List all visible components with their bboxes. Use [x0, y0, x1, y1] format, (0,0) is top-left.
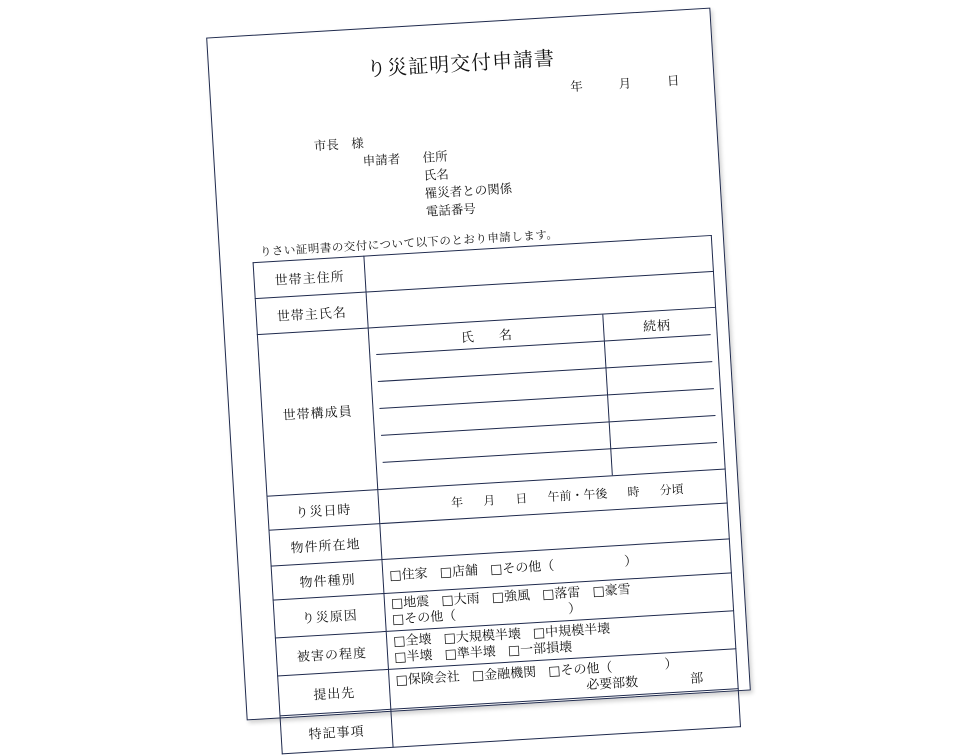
cause-label: り災原因	[273, 594, 386, 639]
remarks-label: 特記事項	[280, 709, 393, 754]
submit-to-close-paren: ）	[664, 656, 678, 672]
cause-checkbox[interactable]: □大雨	[440, 590, 481, 609]
submit-to-checkbox[interactable]: □金融機関	[471, 664, 537, 684]
datetime-label: り災日時	[267, 490, 380, 531]
datetime-year: 年	[450, 495, 464, 510]
addressee: 市長 様	[313, 135, 365, 154]
form-table	[253, 235, 741, 754]
members-col-relation: 続柄	[603, 308, 711, 341]
datetime-day: 日	[514, 491, 528, 507]
location-label: 物件所在地	[269, 524, 382, 567]
damage-checkbox[interactable]: □半壊	[393, 647, 433, 665]
applicant-label: 申請者	[362, 151, 401, 169]
damage-checkbox[interactable]: □準半壊	[444, 643, 497, 663]
damage-checkbox[interactable]: □全壊	[392, 631, 432, 650]
damage-checkbox[interactable]: □中規模半壊	[532, 621, 611, 641]
members-table	[375, 308, 719, 489]
property-type-checkbox[interactable]: □店舗	[439, 562, 479, 581]
submit-to-checkbox[interactable]: □保険会社	[395, 669, 461, 688]
property-type-close-paren: ）	[623, 553, 638, 570]
household-address-label: 世帯主住所	[253, 256, 366, 299]
household-name-label: 世帯主氏名	[255, 292, 368, 335]
cause-checkbox[interactable]: □強風	[491, 587, 531, 606]
members-col-name: 氏 名	[375, 315, 605, 355]
application-form-paper	[206, 8, 751, 743]
submit-to-checkbox[interactable]: □その他（	[547, 660, 613, 679]
cause-checkbox[interactable]: □地震	[390, 593, 430, 612]
cause-checkbox[interactable]: □落雷	[541, 584, 581, 603]
form-title: り災証明交付申請書	[365, 45, 556, 82]
applicant-relation: 罹災者との関係	[424, 180, 513, 201]
members-label: 世帯構成員	[257, 328, 377, 496]
cause-checkbox[interactable]: □その他（	[391, 608, 457, 628]
datetime-month: 月	[482, 493, 496, 508]
copies-label: 必要部数	[585, 674, 639, 693]
members-cell	[368, 307, 725, 489]
property-type-label: 物件種別	[271, 560, 384, 601]
datetime-ampm: 午前・午後	[547, 486, 608, 505]
damage-checkbox[interactable]: □一部損壊	[507, 639, 573, 659]
damage-checkbox[interactable]: □大規模半壊	[443, 626, 522, 647]
date-month: 月	[618, 75, 632, 92]
applicant-phone: 電話番号	[425, 200, 477, 219]
datetime-hour: 時	[627, 484, 640, 500]
cause-checkbox[interactable]: □豪雪	[592, 581, 632, 600]
copies-unit: 部	[689, 670, 704, 687]
applicant-name: 氏名	[423, 166, 450, 183]
applicant-address: 住所	[422, 148, 449, 165]
intro-text: りさい証明書の交付について以下のとおり申請します。	[259, 227, 559, 259]
date-year: 年	[569, 78, 584, 95]
date-day: 日	[666, 72, 680, 89]
date-line	[538, 71, 680, 97]
property-type-checkbox[interactable]: □その他（	[489, 558, 555, 578]
submit-to-label: 提出先	[278, 669, 391, 716]
damage-label: 被害の程度	[275, 631, 388, 676]
datetime-minute: 分頃	[659, 482, 684, 498]
cause-close-paren: ）	[567, 600, 582, 617]
property-type-checkbox[interactable]: □住家	[388, 565, 429, 584]
